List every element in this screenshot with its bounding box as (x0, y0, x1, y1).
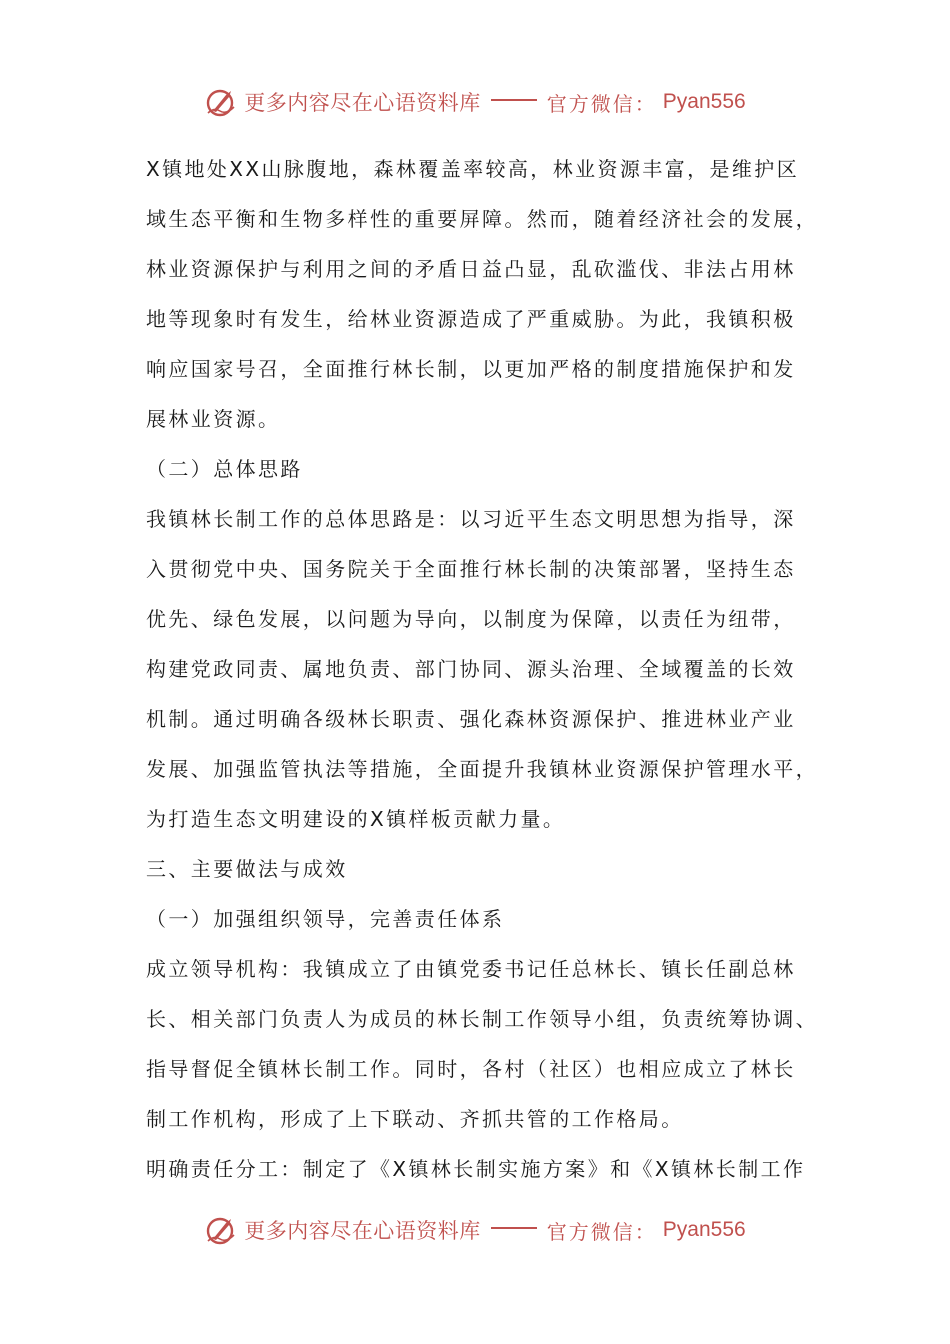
banner-wechat-label: 官方微信： (546, 91, 657, 116)
body-line: 林业资源保护与利用之间的矛盾日益凸显，乱砍滥伐、非法占用林 (146, 257, 796, 281)
body-line: 发展、加强监管执法等措施，全面提升我镇林业资源保护管理水平， (146, 757, 818, 781)
banner-wechat-label: 官方微信： (546, 1219, 657, 1244)
pen-nib-logo-icon (204, 85, 238, 119)
banner-wechat-id: Pyan556 (662, 90, 746, 113)
body-line: 为打造生态文明建设的X镇样板贡献力量。 (146, 807, 566, 831)
body-line: 构建党政同责、属地负责、部门协同、源头治理、全域覆盖的长效 (146, 657, 796, 681)
body-line: 入贯彻党中央、国务院关于全面推行林长制的决策部署，坚持生态 (146, 557, 796, 581)
header-banner (0, 80, 950, 124)
body-line: 长、相关部门负责人为成员的林长制工作领导小组，负责统筹协调、 (146, 1007, 818, 1031)
section-heading: （二）总体思路 (146, 457, 303, 481)
body-line: 我镇林长制工作的总体思路是：以习近平生态文明思想为指导，深 (146, 507, 796, 531)
body-line: 明确责任分工：制定了《X镇林长制实施方案》和《X镇林长制工作 (146, 1157, 806, 1181)
body-line: 指导督促全镇林长制工作。同时，各村（社区）也相应成立了林长 (146, 1057, 796, 1081)
banner-wechat-id: Pyan556 (662, 1218, 746, 1241)
body-line: 机制。通过明确各级林长职责、强化森林资源保护、推进林业产业 (146, 707, 796, 731)
banner-dash (491, 1227, 537, 1229)
body-line: 响应国家号召，全面推行林长制，以更加严格的制度措施保护和发 (146, 357, 796, 381)
body-line: 域生态平衡和生物多样性的重要屏障。然而，随着经济社会的发展， (146, 207, 818, 231)
document-body (146, 150, 816, 1200)
body-line: 展林业资源。 (146, 407, 281, 431)
body-line: 制工作机构，形成了上下联动、齐抓共管的工作格局。 (146, 1107, 684, 1131)
body-line: 优先、绿色发展，以问题为导向，以制度为保障，以责任为纽带， (146, 607, 796, 631)
pen-nib-logo-icon (204, 1213, 238, 1247)
body-line: 成立领导机构：我镇成立了由镇党委书记任总林长、镇长任副总林 (146, 957, 796, 981)
footer-banner (0, 1208, 950, 1252)
section-heading: 三、主要做法与成效 (146, 857, 348, 881)
body-line: X镇地处XX山脉腹地，森林覆盖率较高，林业资源丰富，是维护区 (146, 157, 800, 181)
body-line: 地等现象时有发生，给林业资源造成了严重威胁。为此，我镇积极 (146, 307, 796, 331)
banner-site-text: 更多内容尽在心语资料库 (244, 91, 481, 115)
banner-dash (491, 99, 537, 101)
section-heading: （一）加强组织领导，完善责任体系 (146, 907, 505, 931)
banner-site-text: 更多内容尽在心语资料库 (244, 1219, 481, 1243)
